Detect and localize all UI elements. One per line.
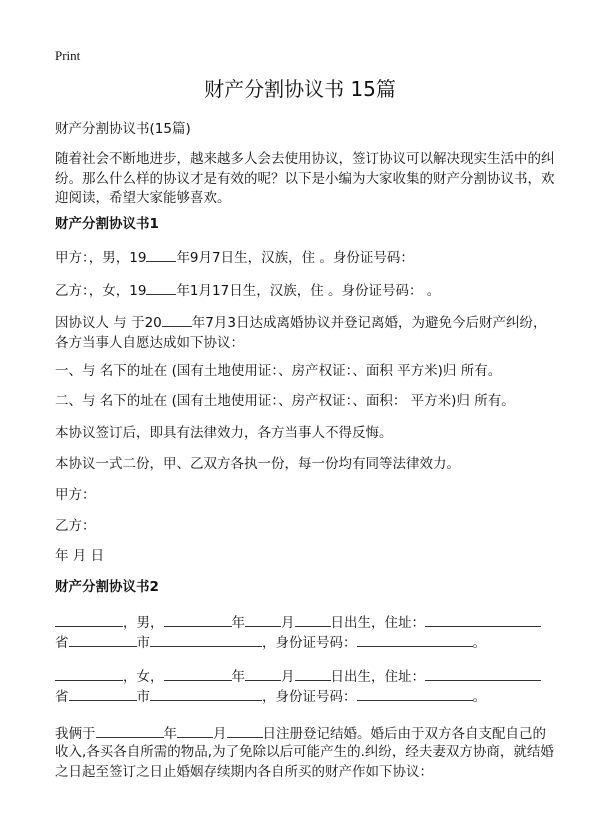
party-a-line (55, 247, 555, 269)
clause-2: 本协议一式二份，甲、乙双方各执一份，每一份均有同等法律效力。 (55, 456, 460, 472)
intro-paragraph: 随着社会不断地进步，越来越多人会去使用协议，签订协议可以解决现实生活中的纠纷。那么什么样的协议才是有效的呢？以下是小编为大家收集的财产分割协议书，欢迎阅读，希望大家能够喜欢。 (55, 151, 555, 206)
text: 日出生，住址： (330, 615, 425, 631)
item-2: 二、与 名下的址在 (国有土地使用证：、房产权证：、面积： 平方米)归 所有。 (55, 393, 515, 409)
page-title: 财产分割协议书 15篇 (204, 77, 396, 101)
text: ，身份证号码： (262, 635, 357, 651)
blank-field (227, 723, 263, 738)
blank-field (69, 686, 137, 701)
text: 市 (136, 689, 150, 705)
reason-paragraph (55, 312, 555, 353)
blank-field (357, 686, 473, 701)
text: 年 (231, 615, 245, 631)
text: ，女， (123, 669, 164, 685)
blank-field (164, 612, 232, 627)
blank-field (164, 666, 232, 681)
text: 。 (472, 689, 486, 705)
text: 月 (281, 669, 295, 685)
marriage-line (55, 723, 555, 745)
blank-field (177, 723, 213, 738)
blank-field (150, 632, 262, 647)
blank-field (245, 612, 281, 627)
male-info-line-1 (55, 612, 555, 634)
text: 年 (163, 726, 177, 742)
female-info-line-2 (55, 686, 555, 708)
text: 日注册登记结婚。婚后由于双方各自支配自己的 (262, 726, 546, 742)
text: 因协议人 与 于20 (55, 315, 162, 331)
blank-field (150, 686, 262, 701)
blank-field (295, 612, 331, 627)
text: 月 (281, 615, 295, 631)
text: 年9月7日生，汉族，住 。身份证号码： (176, 250, 414, 266)
blank-field (69, 632, 137, 647)
blank-field (295, 666, 331, 681)
item-1: 一、与 名下的址在 (国有土地使用证：、房产权证：、面积 平方米)归 所有。 (55, 363, 502, 379)
text: 年7月3日达成离婚协议并登记离婚，为避免今后财产纠纷，各方当事人自愿达成如下协议： (55, 315, 547, 351)
male-info-line-2 (55, 632, 555, 654)
marriage-paragraph: 收入,各买各自所需的物品,为了免除以后可能产生的.纠纷，经夫妻双方协商，就结婚之日起至签订之日止婚姻存续期内各自所买的财产作如下协议： (55, 744, 554, 780)
blank-field (245, 666, 281, 681)
print-link[interactable]: Print (55, 48, 81, 63)
blank-field (55, 612, 123, 627)
text: 。 (472, 635, 486, 651)
text: 年1月17日生，汉族，住 。身份证号码： 。 (176, 283, 441, 299)
text: 省 (55, 635, 69, 651)
text: 省 (55, 689, 69, 705)
sign-date: 年 月 日 (55, 548, 105, 564)
text: 我俩于 (55, 726, 96, 742)
text: 乙方：，女，19 (55, 283, 147, 299)
section-2-heading: 财产分割协议书2 (55, 579, 159, 595)
clause-1: 本协议签订后，即具有法律效力，各方当事人不得反悔。 (55, 425, 393, 441)
blank-field (55, 666, 123, 681)
female-info-line-1 (55, 666, 555, 688)
blank-field (425, 612, 541, 627)
sign-party-a: 甲方： (55, 487, 96, 503)
text: 日出生，住址： (330, 669, 425, 685)
blank-field (146, 247, 176, 262)
party-b-line (55, 280, 555, 302)
blank-field (96, 723, 164, 738)
sign-party-b: 乙方： (55, 518, 96, 534)
blank-field (357, 632, 473, 647)
text: 月 (213, 726, 227, 742)
section-1-heading: 财产分割协议书1 (55, 216, 159, 232)
blank-field (146, 280, 176, 295)
subtitle: 财产分割协议书(15篇) (55, 121, 191, 137)
text: ，身份证号码： (262, 689, 357, 705)
text: 甲方：，男，19 (55, 250, 147, 266)
blank-field (162, 312, 192, 327)
text: 市 (136, 635, 150, 651)
text: ，男， (123, 615, 164, 631)
text: 年 (231, 669, 245, 685)
blank-field (425, 666, 541, 681)
